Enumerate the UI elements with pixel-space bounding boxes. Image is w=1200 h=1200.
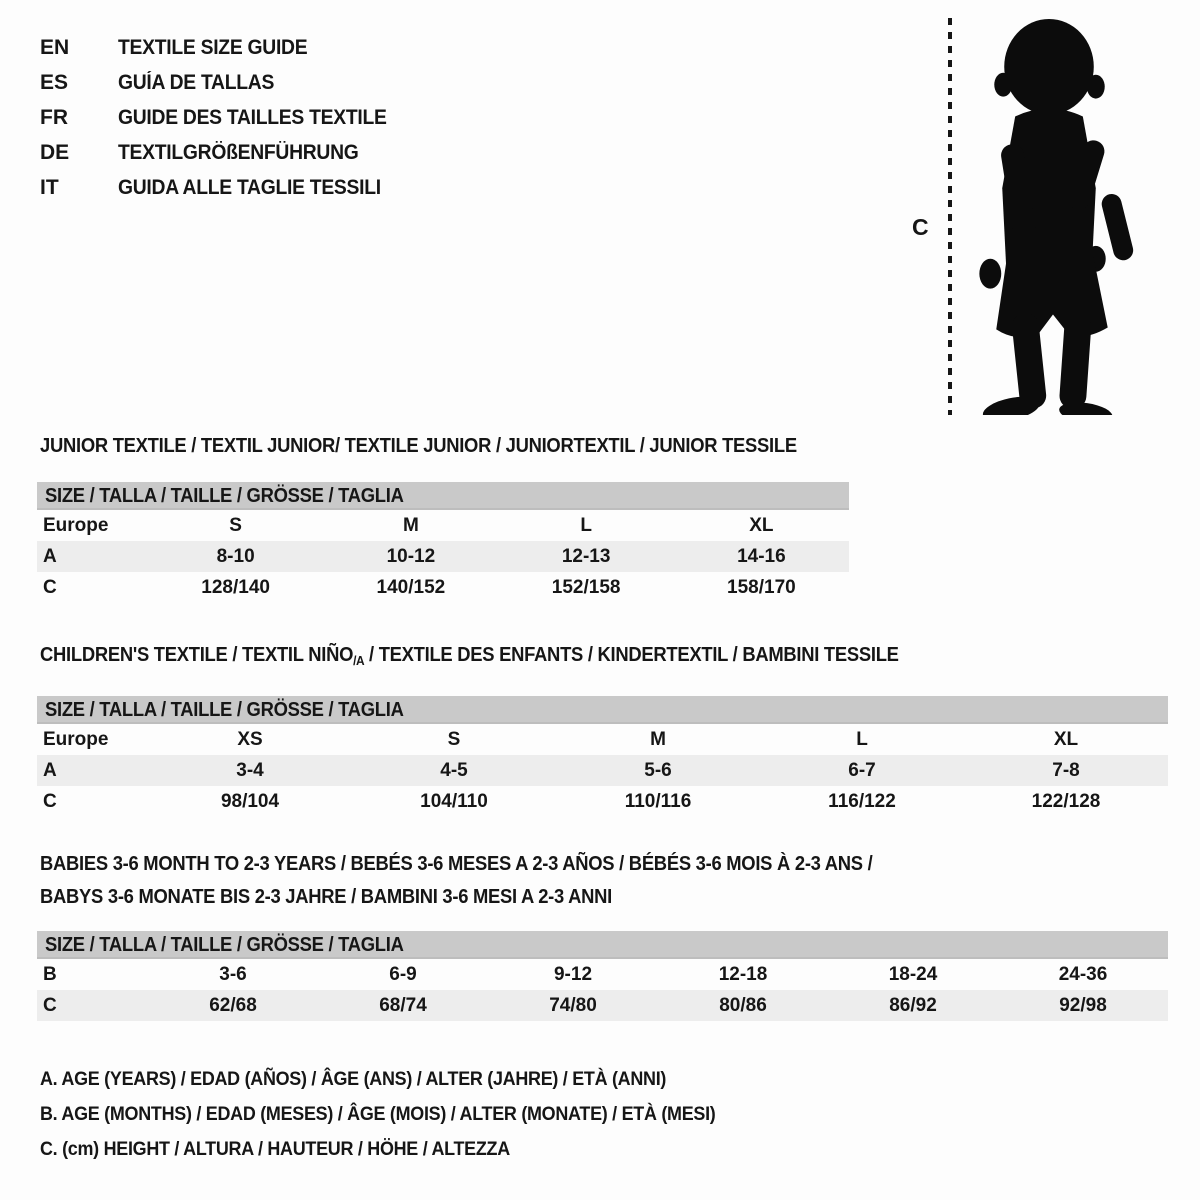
height-cell: 74/80 [549,994,597,1016]
months-cell: 9-12 [553,963,593,985]
size-cell: S [229,514,242,536]
language-code: FR [40,105,68,129]
months-cell: 18-24 [888,963,938,985]
guide-title-it: GUIDA ALLE TAGLIE TESSILI [118,175,381,199]
language-row-it [40,170,410,205]
junior-europe-row [37,510,849,541]
language-row-en [40,30,410,65]
babies-height-row [37,990,1168,1021]
language-row-de [40,135,410,170]
junior-size-header-bar: SIZE / TALLA / TAILLE / GRÖSSE / TAGLIA [37,482,849,510]
height-cell: 140/152 [376,576,446,598]
junior-section-heading: JUNIOR TEXTILE / TEXTIL JUNIOR/ TEXTILE JUNIOR / JUNIORTEXTIL / JUNIOR TESSILE [40,435,797,457]
age-cell: 10-12 [386,545,436,567]
babies-section-heading-line2: BABYS 3-6 MONATE BIS 2-3 JAHRE / BAMBINI 3-6 MESI A 2-3 ANNI [40,886,612,908]
language-row-fr [40,100,410,135]
height-cell: 68/74 [379,994,427,1016]
size-cell: XL [749,514,774,536]
months-cell: 24-36 [1058,963,1108,985]
row-label: Europe [43,728,109,750]
height-measure-dashed-line [948,18,952,415]
height-cell: 86/92 [889,994,937,1016]
height-cell: 62/68 [209,994,257,1016]
row-label: C [43,576,57,598]
height-cell: 152/158 [551,576,621,598]
height-cell: 110/116 [624,790,692,812]
children-age-row [37,755,1168,786]
legend-age-years: A. AGE (YEARS) / EDAD (AÑOS) / ÂGE (ANS) / ALTER (JAHRE) / ETÀ (ANNI) [40,1068,667,1090]
guide-title-fr: GUIDE DES TAILLES TEXTILE [118,105,387,129]
height-measure-label: C [912,214,929,240]
babies-textile-section [37,852,1168,1021]
size-cell: XL [1053,728,1079,750]
age-cell: 4-5 [440,759,468,781]
months-cell: 3-6 [219,963,247,985]
language-row-es [40,65,410,100]
months-cell: 12-18 [718,963,768,985]
legend-height-cm: C. (cm) HEIGHT / ALTURA / HAUTEUR / HÖHE / ALTEZZA [40,1138,510,1160]
age-cell: 12-13 [561,545,611,567]
guide-title-de: TEXTILGRÖßENFÜHRUNG [118,140,359,164]
toddler-silhouette-icon [960,17,1140,415]
language-code: IT [40,175,59,199]
age-cell: 6-7 [848,759,876,781]
language-title-list [40,30,410,205]
age-cell: 7-8 [1052,759,1080,781]
size-cell: M [402,514,419,536]
height-cell: 128/140 [201,576,270,598]
junior-age-row [37,541,849,572]
guide-title-es: GUÍA DE TALLAS [118,70,275,94]
months-cell: 6-9 [389,963,417,985]
height-cell: 122/128 [1031,790,1101,812]
row-label: C [43,994,57,1016]
height-cell: 98/104 [220,790,280,812]
row-label: A [43,545,57,567]
size-cell: M [650,728,666,750]
row-label: Europe [43,514,109,536]
size-cell: L [580,514,592,536]
age-cell: 3-4 [236,759,264,781]
language-code: EN [40,35,70,59]
age-cell: 8-10 [216,545,255,567]
age-cell: 14-16 [737,545,786,567]
babies-size-header-bar: SIZE / TALLA / TAILLE / GRÖSSE / TAGLIA [37,931,1168,959]
row-label: B [43,963,57,985]
language-code: DE [40,140,70,164]
children-textile-section [37,643,1168,817]
children-size-header-bar: SIZE / TALLA / TAILLE / GRÖSSE / TAGLIA [37,696,1168,724]
height-cell: 116/122 [828,790,896,812]
height-cell: 80/86 [719,994,767,1016]
babies-section-heading-line1: BABIES 3-6 MONTH TO 2-3 YEARS / BEBÉS 3-6 MESES A 2-3 AÑOS / BÉBÉS 3-6 MOIS À 2-3 ANS / [40,853,873,875]
measurement-legend [40,1062,774,1167]
babies-months-row [37,959,1168,990]
junior-textile-section [37,434,849,603]
height-cell: 104/110 [420,790,488,812]
size-cell: XS [237,728,263,750]
size-cell: S [447,728,461,750]
children-europe-row [37,724,1168,755]
language-code: ES [40,70,69,94]
legend-age-months: B. AGE (MONTHS) / EDAD (MESES) / ÂGE (MOIS) / ALTER (MONATE) / ETÀ (MESI) [40,1103,716,1125]
height-cell: 158/170 [727,576,796,598]
children-height-row [37,786,1168,817]
nino-a-subscript: /A [353,653,365,668]
children-section-heading: CHILDREN'S TEXTILE / TEXTIL $NIÑO_{/A}$ / TEXTILE DES ENFANTS / KINDERTEXTIL / BAMBINI TESSILE [40,644,899,668]
age-cell: 5-6 [644,759,672,781]
row-label: C [43,790,57,812]
guide-title-en: TEXTILE SIZE GUIDE [118,35,308,59]
junior-height-row [37,572,849,603]
height-cell: 92/98 [1059,994,1107,1016]
size-cell: L [856,728,868,750]
row-label: A [43,759,57,781]
